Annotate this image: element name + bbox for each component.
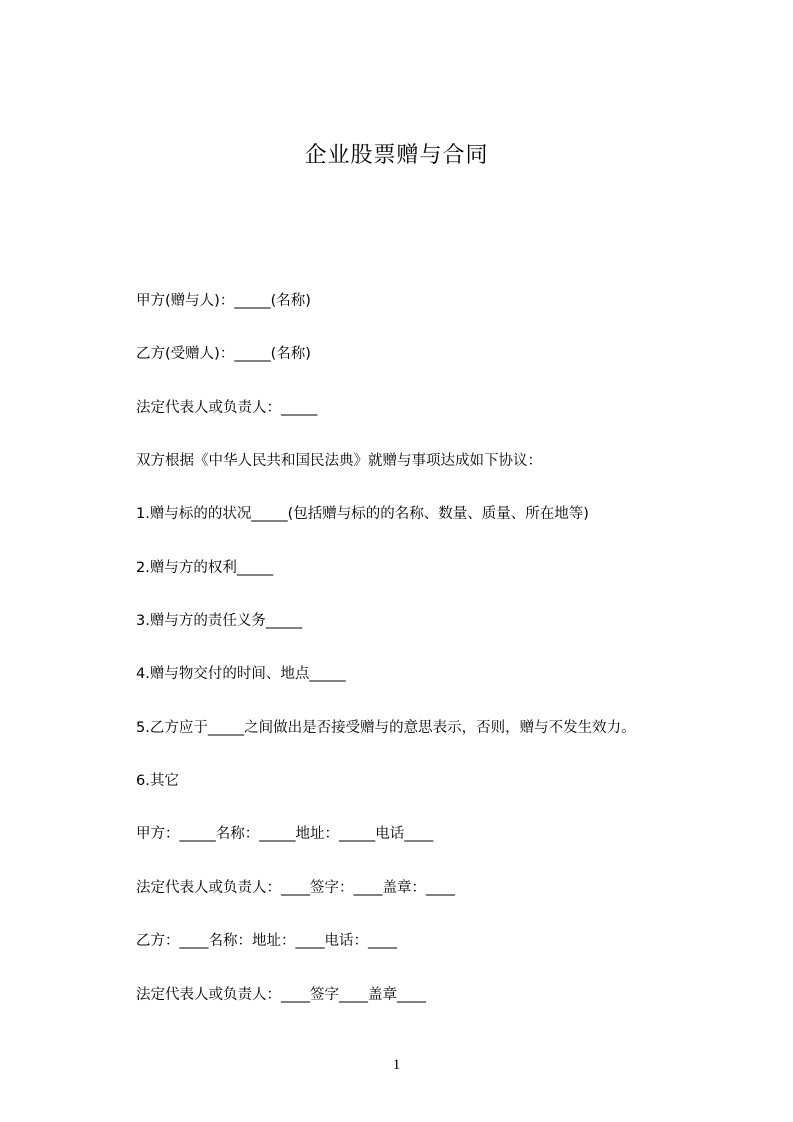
page-number: 1 (392, 1057, 401, 1073)
clause-2: 2.赠与方的权利_____ (136, 560, 274, 576)
party-b-signature-line: 乙方：____名称：地址：____电话：____ (136, 933, 397, 949)
clause-3: 3.赠与方的责任义务_____ (136, 613, 303, 629)
party-b-line: 乙方(受赠人)：_____(名称) (136, 346, 311, 362)
clause-5: 5.乙方应于_____之间做出是否接受赠与的意思表示，否则，赠与不发生效力。 (136, 720, 636, 736)
party-a-line: 甲方(赠与人)：_____(名称) (136, 293, 311, 309)
clause-4: 4.赠与物交付的时间、地点_____ (136, 666, 346, 682)
party-a-signature-line: 甲方：_____名称：_____地址：_____电话____ (136, 826, 434, 842)
legal-representative-line: 法定代表人或负责人：_____ (136, 400, 318, 416)
clause-1: 1.赠与标的的状况_____(包括赠与标的的名称、数量、质量、所在地等) (136, 506, 589, 522)
clause-6: 6.其它 (136, 773, 179, 789)
document-title: 企业股票赠与合同 (304, 143, 489, 168)
party-b-representative-signature-line: 法定代表人或负责人：____签字____盖章____ (136, 987, 426, 1003)
party-a-representative-signature-line: 法定代表人或负责人：____签字：____盖章：____ (136, 880, 455, 896)
agreement-preamble: 双方根据《中华人民共和国民法典》就赠与事项达成如下协议： (136, 453, 542, 469)
